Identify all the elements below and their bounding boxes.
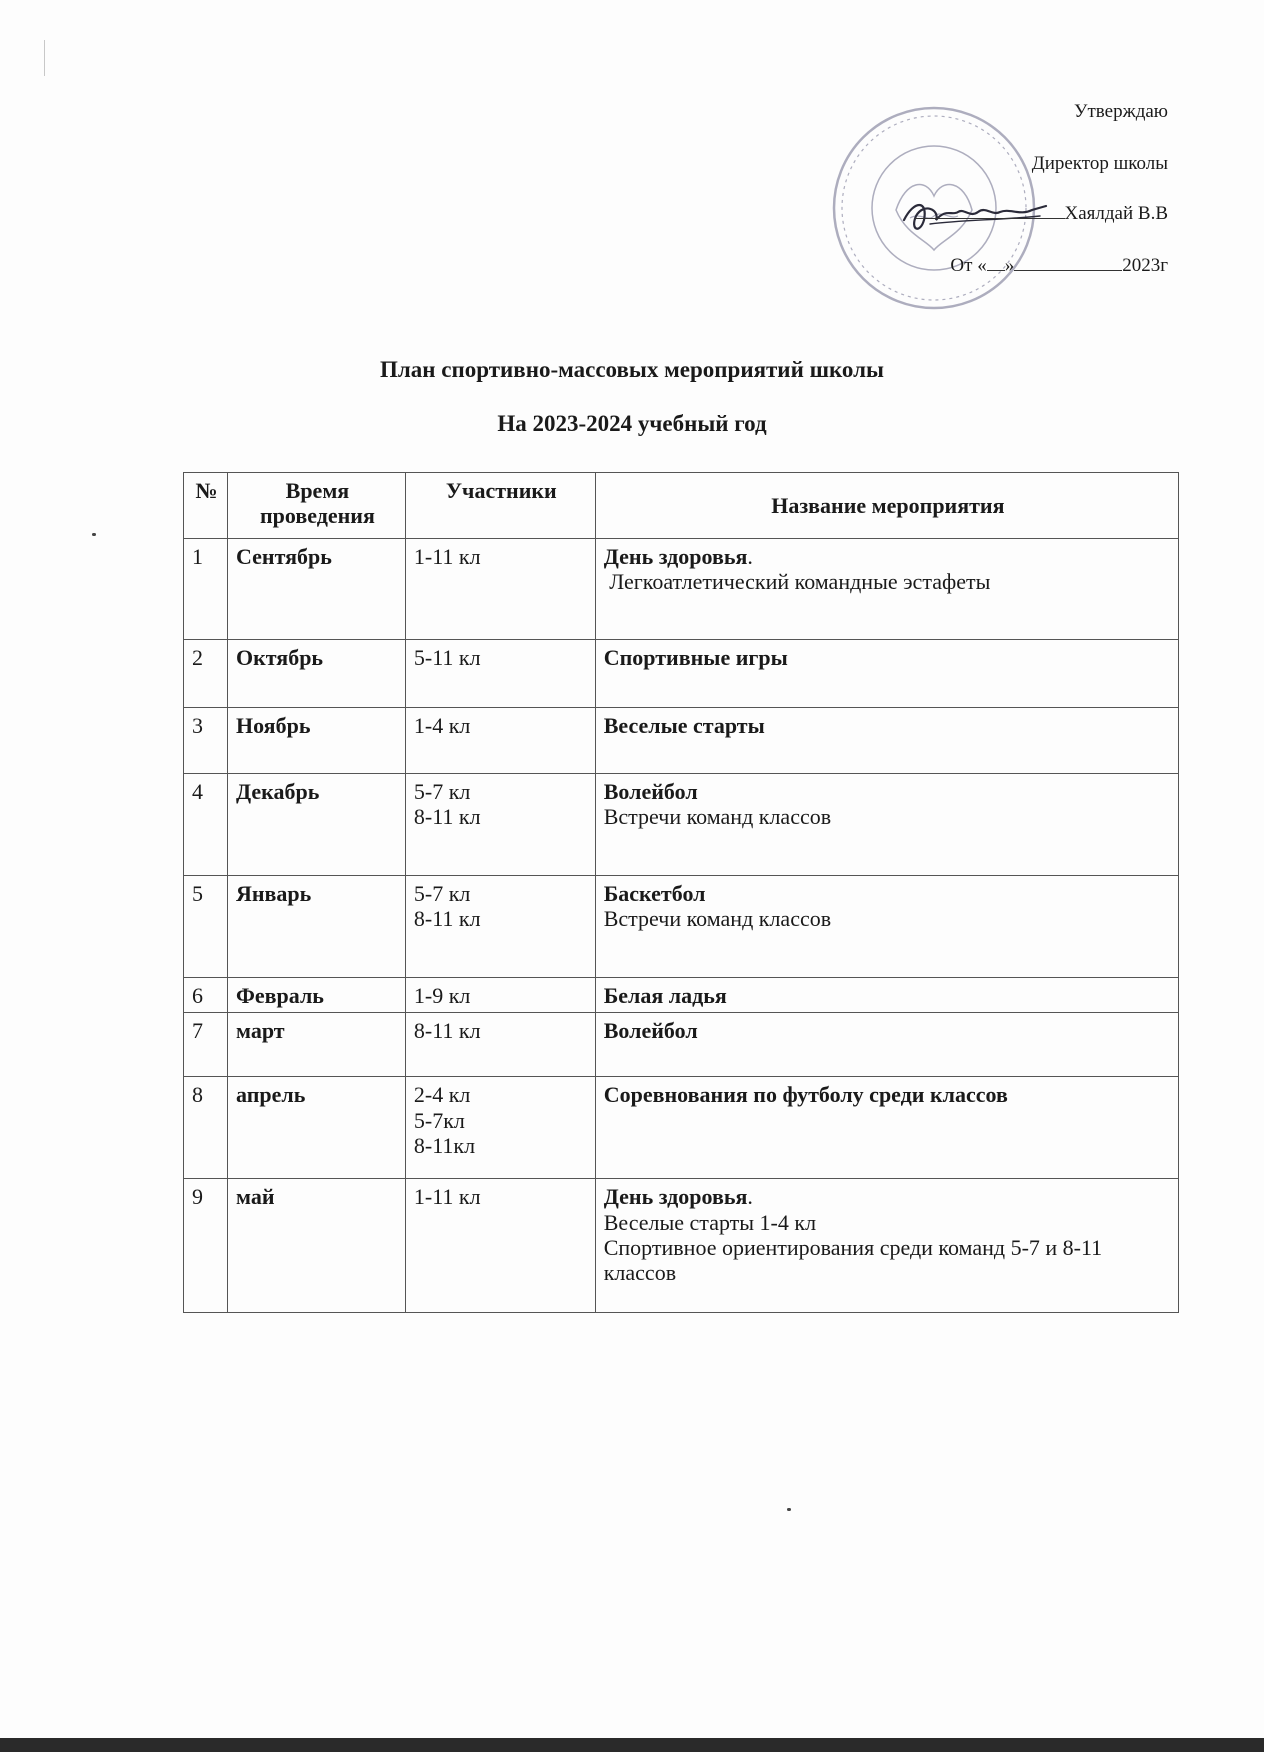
event-heading <box>604 544 1172 569</box>
signature-blank <box>915 218 1065 219</box>
cell-participants <box>405 1077 595 1179</box>
cell-month: Январь <box>227 876 405 978</box>
participant-group: 5-7 кл <box>413 779 471 804</box>
event-heading <box>604 1184 1172 1209</box>
cell-participants <box>405 539 595 640</box>
participant-group: 1-9 кл <box>413 983 471 1008</box>
event-detail: Встречи команд классов <box>603 804 832 830</box>
cell-month: Октябрь <box>227 640 405 708</box>
participant-group: 5-7кл <box>413 1107 465 1133</box>
cell-number: 4 <box>184 774 228 876</box>
document-title: План спортивно-массовых мероприятий школы <box>380 357 884 382</box>
event-heading <box>604 983 1172 1008</box>
table-header-row <box>184 473 1179 539</box>
director-position: Директор школы <box>1031 153 1168 174</box>
participant-group: 5-11 кл <box>413 645 481 670</box>
table-row <box>184 1013 1179 1077</box>
table-row <box>184 708 1179 774</box>
event-title-suffix: . <box>747 544 753 569</box>
director-name: Хаялдай В.В <box>1064 203 1168 224</box>
date-day-blank <box>987 270 1005 271</box>
scan-bottom-edge <box>0 1738 1264 1752</box>
cell-number: 8 <box>184 1077 228 1179</box>
event-title: День здоровья <box>603 1184 748 1210</box>
event-title: Белая ладья <box>603 983 727 1008</box>
cell-event <box>595 539 1178 640</box>
cell-month: Сентябрь <box>227 539 405 640</box>
approval-label: Утверждаю <box>1074 101 1168 122</box>
cell-number: 6 <box>184 978 228 1013</box>
scan-speck <box>92 533 96 536</box>
cell-event <box>595 1013 1178 1077</box>
cell-participants <box>405 876 595 978</box>
scan-edge-mark <box>44 40 45 76</box>
cell-number: 9 <box>184 1179 228 1313</box>
table-row <box>184 774 1179 876</box>
cell-event <box>595 640 1178 708</box>
event-title: Соревнования по футболу среди классов <box>603 1082 1008 1108</box>
table-body <box>184 539 1179 1313</box>
participant-group: 8-11 кл <box>413 906 481 932</box>
event-title: Веселые старты <box>603 713 765 738</box>
participant-group: 1-4 кл <box>413 713 471 738</box>
cell-participants <box>405 708 595 774</box>
director-name-line <box>915 203 1169 226</box>
cell-month: Февраль <box>227 978 405 1013</box>
event-heading <box>604 713 1172 738</box>
cell-participants <box>405 774 595 876</box>
event-title: Спортивные игры <box>603 645 788 670</box>
date-mid: » <box>1004 255 1015 276</box>
date-month-blank <box>1014 270 1122 271</box>
table-row <box>184 1077 1179 1179</box>
table-row <box>184 640 1179 708</box>
header-event-name: Название мероприятия <box>595 473 1178 539</box>
document-subtitle: На 2023-2024 учебный год <box>497 411 767 436</box>
event-heading <box>604 1082 1172 1107</box>
cell-month: март <box>227 1013 405 1077</box>
table-row <box>184 876 1179 978</box>
cell-event <box>595 1179 1178 1313</box>
cell-month: Ноябрь <box>227 708 405 774</box>
participant-group: 8-11 кл <box>413 804 481 830</box>
cell-participants <box>405 978 595 1013</box>
event-title: Баскетбол <box>603 881 706 906</box>
scan-speck <box>787 1508 791 1511</box>
participant-group: 8-11кл <box>413 1132 476 1158</box>
date-year: 2023г <box>1122 255 1168 276</box>
event-heading <box>604 645 1172 670</box>
cell-number: 7 <box>184 1013 228 1077</box>
cell-event <box>595 1077 1178 1179</box>
participant-group: 1-11 кл <box>413 1184 481 1210</box>
cell-event <box>595 876 1178 978</box>
participant-group: 2-4 кл <box>413 1082 471 1108</box>
cell-number: 1 <box>184 539 228 640</box>
cell-month: май <box>227 1179 405 1313</box>
cell-event <box>595 774 1178 876</box>
event-detail: Веселые старты 1-4 кл <box>603 1209 817 1235</box>
cell-participants <box>405 640 595 708</box>
approval-date <box>950 255 1168 278</box>
event-heading <box>604 1018 1172 1043</box>
header-time: Время проведения <box>227 473 405 539</box>
header-participants: Участники <box>405 473 595 539</box>
cell-event <box>595 708 1178 774</box>
cell-number: 2 <box>184 640 228 708</box>
participant-group: 8-11 кл <box>413 1018 481 1044</box>
event-title: Волейбол <box>603 779 698 804</box>
cell-month: Декабрь <box>227 774 405 876</box>
table-row <box>184 978 1179 1013</box>
participant-group: 5-7 кл <box>413 881 471 906</box>
event-heading <box>604 779 1172 804</box>
event-detail: Спортивное ориентирования среди команд 5-7 и 8-11 классов <box>603 1234 1108 1286</box>
cell-participants <box>405 1179 595 1313</box>
event-detail: Встречи команд классов <box>603 906 832 932</box>
cell-number: 3 <box>184 708 228 774</box>
participant-group: 1-11 кл <box>413 544 481 569</box>
table-row <box>184 539 1179 640</box>
cell-month: апрель <box>227 1077 405 1179</box>
event-title: Волейбол <box>603 1018 698 1044</box>
date-prefix: От « <box>950 255 987 276</box>
cell-number: 5 <box>184 876 228 978</box>
event-detail: Легкоатлетический командные эстафеты <box>603 569 991 595</box>
event-heading <box>604 881 1172 906</box>
header-number: № <box>184 473 228 539</box>
cell-participants <box>405 1013 595 1077</box>
event-title-suffix: . <box>747 1184 753 1210</box>
table-row <box>184 1179 1179 1313</box>
event-title: День здоровья <box>603 544 748 569</box>
cell-event <box>595 978 1178 1013</box>
events-table <box>183 472 1179 1313</box>
